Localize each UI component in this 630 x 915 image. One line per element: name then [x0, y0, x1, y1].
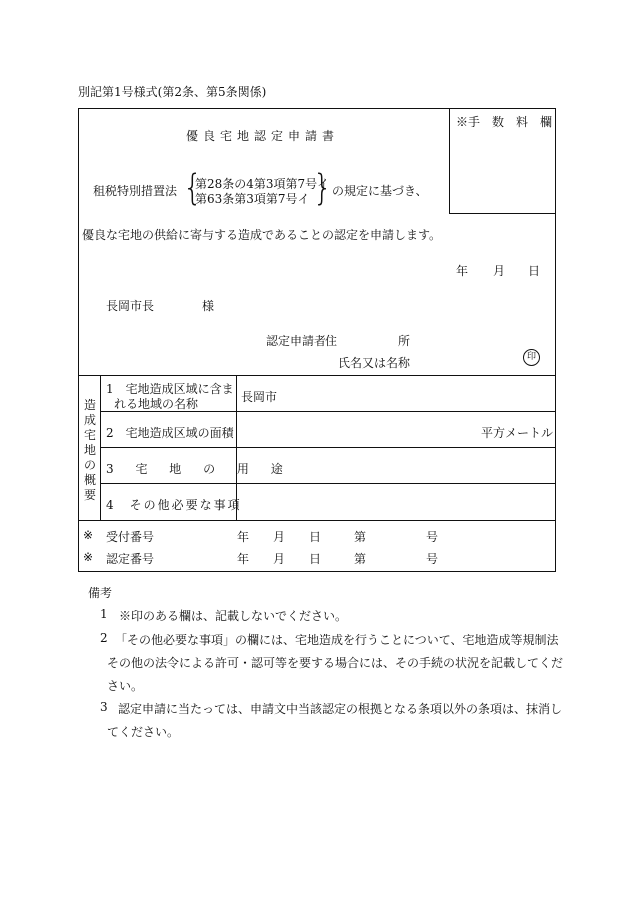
fee-label: ※手 数 料 欄: [456, 115, 553, 129]
cert-number-label: 認定番号: [106, 552, 155, 566]
row2-unit[interactable]: 平方メートル: [481, 426, 554, 440]
receipt-mark: ※: [83, 528, 94, 542]
receipt-year[interactable]: 年: [237, 530, 250, 544]
receipt-dai: 第: [354, 530, 367, 544]
overview-header: 造成宅地の概要: [84, 398, 97, 502]
row-divider: [101, 447, 556, 448]
date-day[interactable]: 日: [528, 264, 541, 278]
date-month[interactable]: 月: [493, 264, 506, 278]
form-number-label: 別記第1号様式(第2条、第5条関係): [78, 85, 267, 99]
row-divider: [101, 483, 556, 484]
addressee-name: 長岡市長: [106, 299, 155, 313]
row1-label-line1: 1 宅地造成区域に含ま: [106, 382, 234, 396]
name-label[interactable]: 氏名又は名称: [338, 356, 411, 370]
note-line: てください。: [107, 725, 180, 739]
note-number: 2: [100, 631, 108, 645]
notes-title: 備考: [88, 586, 113, 600]
note-number: 1: [100, 607, 108, 621]
receipt-go[interactable]: 号: [426, 530, 439, 544]
note-line: 「その他必要な事項」の欄には、宅地造成を行うことについて、宅地造成等規制法: [115, 633, 559, 647]
row3-label: 3 宅 地 の 用 途: [106, 462, 292, 476]
note-line: 認定申請に当たっては、申請文中当該認定の根拠となる条項以外の条項は、抹消し: [118, 702, 563, 716]
address-label-2[interactable]: 所: [398, 334, 411, 348]
note-line: その他の法令による許可・認可等を要する場合には、その手続の状況を記載してくだ: [107, 656, 564, 670]
row4-label: 4 その他必要な事項: [106, 498, 242, 512]
left-brace: {: [183, 167, 203, 209]
receipt-number-label: 受付番号: [106, 530, 155, 544]
cert-dai: 第: [354, 552, 367, 566]
document-title: 優良宅地認定申請書: [186, 129, 340, 143]
address-label-1: 住: [325, 334, 338, 348]
receipt-month[interactable]: 月: [273, 530, 286, 544]
note-line: ※印のある欄は、記載しないでください。: [119, 609, 348, 623]
row2-label: 2 宅地造成区域の面積: [106, 426, 234, 440]
cert-day[interactable]: 日: [309, 552, 322, 566]
row1-label-line2: れる地域の名称: [114, 397, 199, 411]
applicant-label: 認定申請者: [266, 334, 327, 348]
right-brace: }: [313, 167, 333, 209]
cert-mark: ※: [83, 550, 94, 564]
cert-month[interactable]: 月: [273, 552, 286, 566]
law-article-2: 第63条第3項第7号イ: [195, 192, 310, 206]
law-tail: の規定に基づき、: [332, 184, 428, 198]
receipt-day[interactable]: 日: [309, 530, 322, 544]
addressee-honorific: 様: [202, 299, 215, 313]
seal-mark: 印: [523, 349, 540, 366]
law-article-1: 第28条の4第3項第7号イ: [195, 177, 330, 191]
note-line: さい。: [107, 679, 144, 693]
row1-value[interactable]: 長岡市: [241, 390, 278, 404]
application-statement: 優良な宅地の供給に寄与する造成であることの認定を申請します。: [82, 228, 442, 242]
note-number: 3: [100, 700, 108, 714]
law-name: 租税特別措置法: [93, 184, 178, 198]
cert-go[interactable]: 号: [426, 552, 439, 566]
date-year[interactable]: 年: [456, 264, 469, 278]
cert-year[interactable]: 年: [237, 552, 250, 566]
